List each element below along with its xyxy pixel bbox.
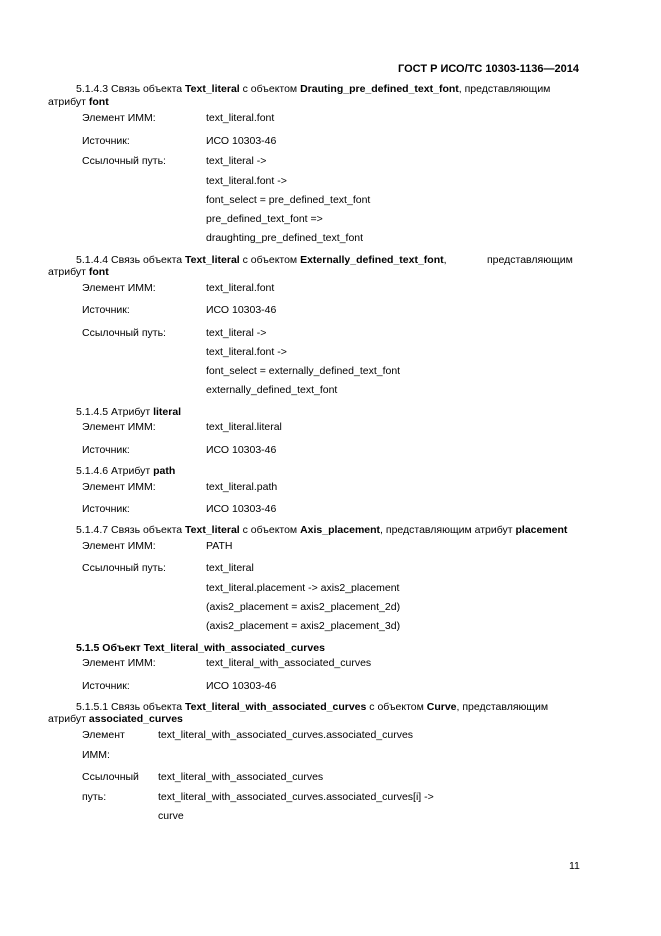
imm-element-value: text_literal.font: [206, 282, 275, 294]
reference-path-line: text_literal_with_associated_curves: [158, 771, 324, 783]
imm-element-label: Элемент: [82, 729, 125, 741]
reference-path-line: font_select = pre_defined_text_font: [206, 194, 371, 206]
document-code: ГОСТ Р ИСО/ТС 10303-1136—2014: [398, 63, 579, 75]
imm-element-label: Элемент ИММ:: [82, 421, 156, 433]
reference-path-line: text_literal ->: [206, 155, 267, 167]
section-5-1-4-4-heading-tail: представляющим: [487, 254, 573, 266]
source-label: Источник:: [82, 444, 130, 456]
section-5-1-4-4-heading: 5.1.4.4 Связь объекта Text_literal с объектом Externally_defined_text_font,: [76, 254, 447, 266]
imm-element-label-cont: ИММ:: [82, 749, 110, 761]
imm-element-value: text_literal.font: [206, 112, 275, 124]
source-label: Источник:: [82, 135, 130, 147]
reference-path-line: (axis2_placement = axis2_placement_3d): [206, 620, 401, 632]
reference-path-label: Ссылочный путь:: [82, 155, 166, 167]
reference-path-line: pre_defined_text_font =>: [206, 213, 323, 225]
source-value: ИСО 10303-46: [206, 503, 277, 515]
source-value: ИСО 10303-46: [206, 444, 277, 456]
section-5-1-5-1-heading-cont: атрибут associated_curves: [48, 713, 183, 725]
section-5-1-4-3-heading: 5.1.4.3 Связь объекта Text_literal с объектом Drauting_pre_defined_text_font, представляющим: [76, 83, 551, 95]
section-5-1-5-heading: 5.1.5 Объект Text_literal_with_associated_curves: [76, 642, 325, 654]
section-5-1-4-6-heading: 5.1.4.6 Атрибут path: [76, 465, 176, 477]
imm-element-label: Элемент ИММ:: [82, 481, 156, 493]
imm-element-value: PATH: [206, 540, 233, 552]
section-5-1-4-4-heading-cont: атрибут font: [48, 266, 109, 278]
reference-path-line: text_literal ->: [206, 327, 267, 339]
source-label: Источник:: [82, 680, 130, 692]
section-5-1-4-7-heading: 5.1.4.7 Связь объекта Text_literal с объектом Axis_placement, представляющим атрибут placement: [76, 524, 568, 536]
reference-path-line: text_literal.font ->: [206, 175, 287, 187]
imm-element-value: text_literal.path: [206, 481, 278, 493]
source-value: ИСО 10303-46: [206, 680, 277, 692]
reference-path-line: curve: [158, 810, 184, 822]
reference-path-line: text_literal.placement -> axis2_placement: [206, 582, 400, 594]
reference-path-label: Ссылочный путь:: [82, 327, 166, 339]
imm-element-value: text_literal.literal: [206, 421, 282, 433]
reference-path-line: externally_defined_text_font: [206, 384, 338, 396]
reference-path-line: font_select = externally_defined_text_font: [206, 365, 401, 377]
source-label: Источник:: [82, 503, 130, 515]
imm-element-label: Элемент ИММ:: [82, 657, 156, 669]
source-label: Источник:: [82, 304, 130, 316]
section-5-1-4-5-heading: 5.1.4.5 Атрибут literal: [76, 406, 182, 418]
section-5-1-4-3-heading-cont: атрибут font: [48, 96, 109, 108]
page-number: 11: [569, 860, 580, 872]
reference-path-line: text_literal: [206, 562, 254, 574]
reference-path-label-cont: путь:: [82, 791, 107, 803]
imm-element-label: Элемент ИММ:: [82, 112, 156, 124]
imm-element-label: Элемент ИММ:: [82, 540, 156, 552]
reference-path-line: (axis2_placement = axis2_placement_2d): [206, 601, 401, 613]
source-value: ИСО 10303-46: [206, 304, 277, 316]
reference-path-line: text_literal_with_associated_curves.associated_curves[i] ->: [158, 791, 434, 803]
imm-element-value: text_literal_with_associated_curves.associated_curves: [158, 729, 414, 741]
reference-path-label: Ссылочный: [82, 771, 139, 783]
source-value: ИСО 10303-46: [206, 135, 277, 147]
reference-path-label: Ссылочный путь:: [82, 562, 166, 574]
section-5-1-5-1-heading: 5.1.5.1 Связь объекта Text_literal_with_associated_curves с объектом Curve, представляющим: [76, 701, 549, 713]
reference-path-line: draughting_pre_defined_text_font: [206, 232, 364, 244]
reference-path-line: text_literal.font ->: [206, 346, 287, 358]
imm-element-value: text_literal_with_associated_curves: [206, 657, 372, 669]
imm-element-label: Элемент ИММ:: [82, 282, 156, 294]
